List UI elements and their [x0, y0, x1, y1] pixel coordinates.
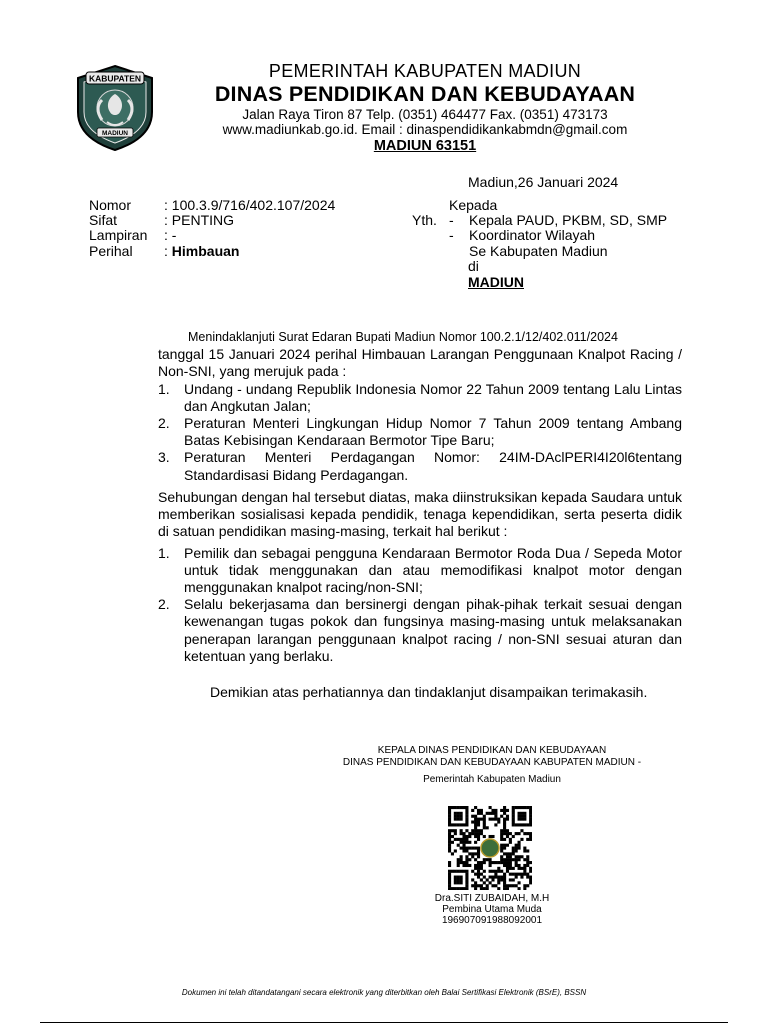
letter-date: Madiun,26 Januari 2024 [468, 174, 619, 190]
nomor-value: : 100.3.9/716/402.107/2024 [164, 197, 336, 213]
header-city-postcode: MADIUN 63151 [373, 138, 477, 154]
list-item-text: Selalu bekerjasama dan bersinergi dengan pihak-pihak terkait sesuai dengan kewenangan tugas pokok dan fungsinya masing-masing untuk melaksanakan penerapan larangan penggunaan knalpot racing / non-SNI sesuai aturan dan ketentuan yang berlaku. [184, 596, 682, 664]
perihal-label: Perihal [89, 242, 133, 259]
electronic-signature-note: Dokumen ini telah ditandatangani secara elektronik yang diterbitkan oleh Balai Sertifikasi Elektronik (BSrE), BSSN [181, 988, 587, 997]
signer-rank: Pembina Utama Muda [442, 904, 542, 915]
meta-perihal [89, 244, 335, 259]
lampiran-value: : - [164, 227, 177, 244]
recipient-1: Kepala PAUD, PKBM, SD, SMP [469, 212, 668, 229]
reference-list [158, 381, 682, 484]
list-item [158, 596, 682, 665]
paragraph-reference-first-line: Menindaklanjuti Surat Edaran Bupati Madiun Nomor 100.2.1/12/402.011/2024 [188, 330, 618, 344]
sifat-value: : PENTING [164, 212, 235, 229]
letter-meta [89, 198, 335, 259]
list-item-number: 1. [158, 380, 170, 397]
paragraph-instruction-text: Sehubungan dengan hal tersebut diatas, maka diinstruksikan kepada Saudara untuk memberikan sosialisasi kepada pendidik, tenaga kependidikan, serta peserta didik di satuan pendidikan masing-masing, terkait hal berikut : [158, 489, 682, 540]
yth-label: Yth. [412, 212, 437, 229]
emblem-bottom-text: MADIUN [102, 130, 128, 137]
signature-title-1: KEPALA DINAS PENDIDIKAN DAN KEBUDAYAAN [377, 745, 607, 756]
list-item [158, 415, 682, 449]
header-agency: DINAS PENDIDIKAN DAN KEBUDAYAAN [214, 82, 636, 106]
list-item-number: 3. [158, 449, 170, 466]
recipient-dash: - [449, 212, 454, 229]
recipient-3: Se Kabupaten Madiun [469, 242, 608, 259]
list-item-text: Peraturan Menteri Lingkungan Hidup Nomor 7 Tahun 2009 tentang Ambang Batas Kebisingan Kendaraan Bermotor Tipe Baru; [184, 415, 682, 449]
list-item [158, 381, 682, 415]
meta-lampiran [89, 228, 335, 243]
lampiran-label: Lampiran [89, 227, 148, 244]
recipient-city: MADIUN [468, 274, 524, 291]
meta-sifat [89, 213, 335, 228]
paragraph-instruction [158, 489, 682, 665]
sifat-label: Sifat [89, 212, 118, 229]
header-address: Jalan Raya Tiron 87 Telp. (0351) 464477 Fax. (0351) 473173 [242, 107, 608, 122]
signature-org: Pemerintah Kabupaten Madiun [423, 774, 561, 785]
list-item-text: Pemilik dan sebagai pengguna Kendaraan Bermotor Roda Dua / Sepeda Motor untuk tidak menggunakan dan atau memodifikasi knalpot motor dengan menggunakan knalpot racing/non-SNI; [184, 544, 682, 596]
signer-name: Dra.SITI ZUBAIDAH, M.H [434, 893, 550, 904]
recipient-block [412, 198, 667, 290]
qr-code-signature [448, 806, 532, 890]
list-item-text: Peraturan Menteri Perdagangan Nomor: 24IM-DAclPERI4I20l6tentang Standardisasi Bidang Perdagangan. [184, 449, 682, 483]
signature-title-2: DINAS PENDIDIKAN DAN KEBUDAYAAN KABUPATEN MADIUN - [342, 757, 642, 768]
list-item-number: 2. [158, 415, 170, 432]
di-label: di [468, 257, 479, 274]
header-government: PEMERINTAH KABUPATEN MADIUN [268, 61, 582, 81]
closing-sentence: Demikian atas perhatiannya dan tindaklanjut disampaikan terimakasih. [210, 684, 648, 700]
recipient-2: Koordinator Wilayah [469, 227, 596, 244]
perihal-prefix: : [164, 242, 172, 259]
footer-divider [40, 1022, 728, 1023]
madiun-regency-emblem [72, 64, 158, 152]
signer-nip: 196907091988092001 [441, 915, 543, 926]
paragraph-reference-rest: tanggal 15 Januari 2024 perihal Himbauan Larangan Penggunaan Knalpot Racing / Non-SNI, yang merujuk pada : [158, 346, 682, 380]
recipient-dash: - [449, 227, 454, 244]
paragraph-reference [158, 329, 682, 484]
list-item [158, 449, 682, 483]
list-item-number: 1. [158, 544, 170, 561]
list-item [158, 545, 682, 597]
list-item-number: 2. [158, 596, 170, 613]
meta-nomor [89, 198, 335, 213]
perihal-value: Himbauan [171, 242, 240, 259]
nomor-label: Nomor [89, 197, 132, 213]
kepada-label: Kepada [449, 197, 498, 213]
emblem-top-text: KABUPATEN [88, 73, 142, 84]
instruction-list [158, 545, 682, 665]
header-contact: www.madiunkab.go.id. Email : dinaspendidikankabmdn@gmail.com [222, 122, 628, 137]
list-item-text: Undang - undang Republik Indonesia Nomor 22 Tahun 2009 tentang Lalu Lintas dan Angkutan Jalan; [184, 380, 682, 414]
